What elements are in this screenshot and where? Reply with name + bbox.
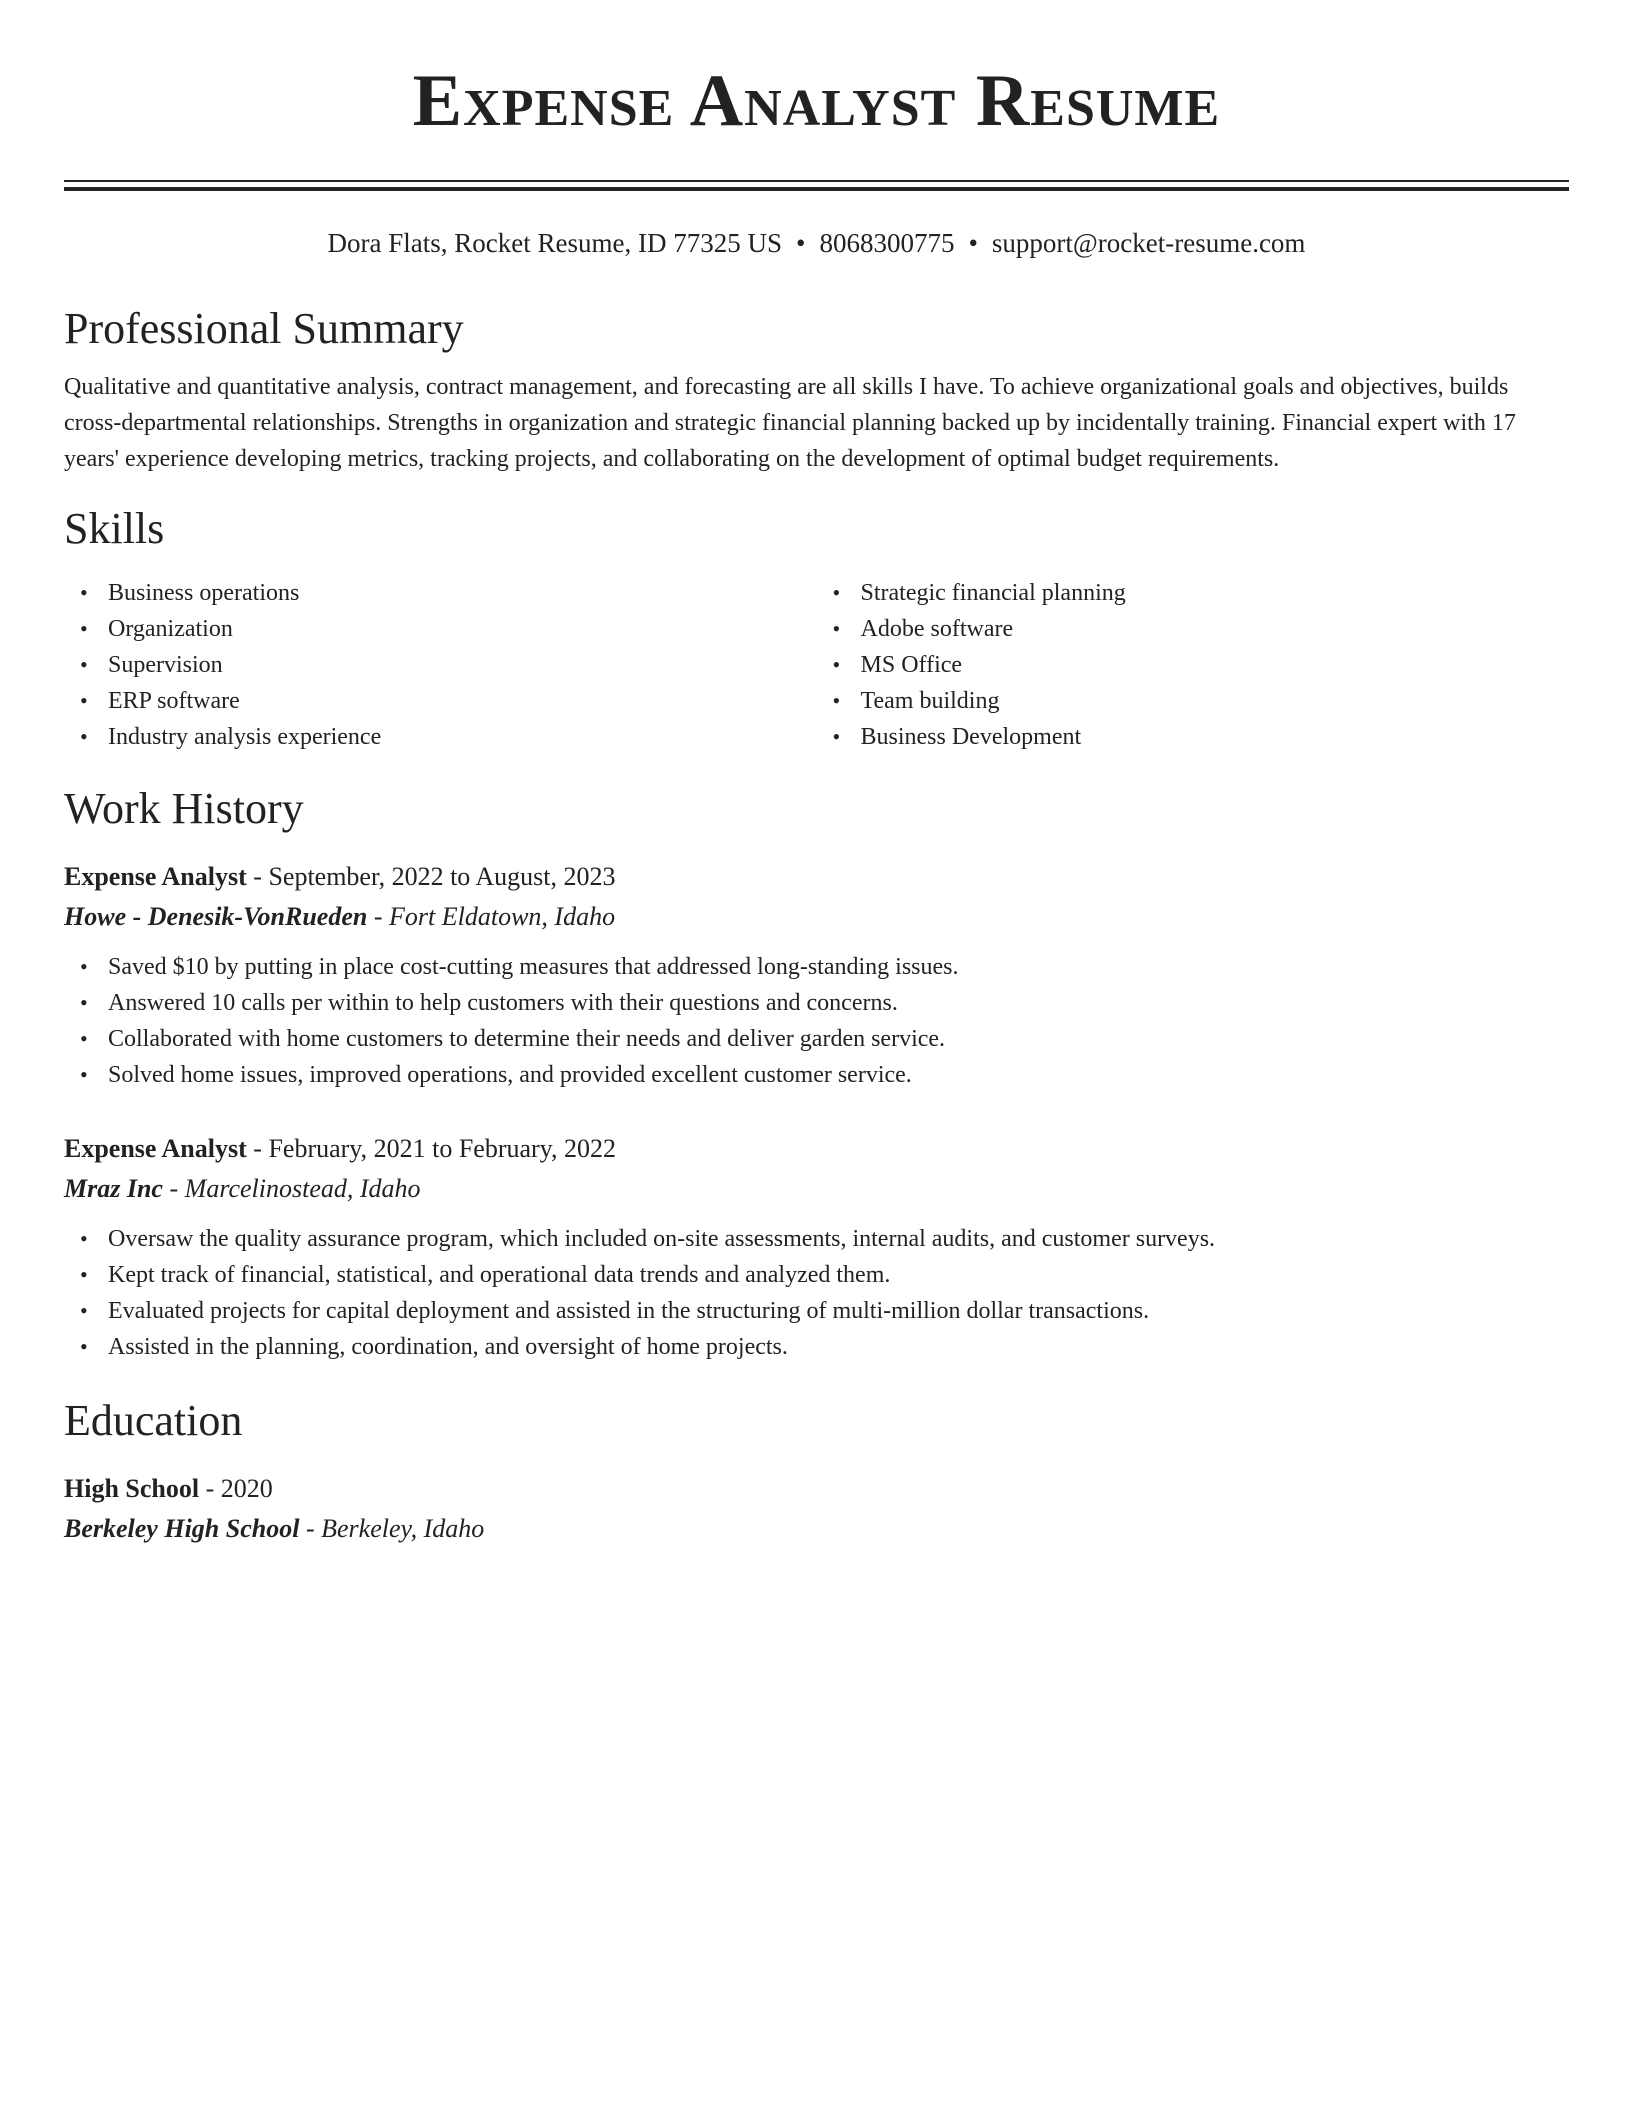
bullet-icon: •	[80, 1226, 88, 1251]
skills-column-left	[64, 575, 817, 755]
job-dates: February, 2021 to February, 2022	[268, 1134, 616, 1163]
bullet-icon: •	[80, 1298, 88, 1323]
skill-label: Strategic financial planning	[860, 580, 1126, 606]
skill-item	[64, 575, 817, 611]
job-bullet-text: Oversaw the quality assurance program, which included on-site assessments, internal audits, and customer surveys.	[108, 1226, 1216, 1252]
skill-item	[64, 683, 817, 719]
job-bullet-text: Answered 10 calls per within to help customers with their questions and concerns.	[108, 990, 898, 1016]
education-degree: High School	[64, 1474, 200, 1503]
skill-item	[64, 611, 817, 647]
job-title-line: Expense Analyst - February, 2021 to February, 2022	[64, 1134, 616, 1163]
skill-label: Supervision	[108, 652, 223, 678]
bullet-icon: •	[80, 580, 88, 605]
job-bullet	[64, 985, 1569, 1021]
job-title: Expense Analyst	[64, 1134, 247, 1163]
job-bullet	[64, 1221, 1569, 1257]
job-bullet-text: Saved $10 by putting in place cost-cutting measures that addressed long-standing issues.	[108, 954, 959, 980]
contact-phone: 8068300775	[819, 228, 955, 258]
job-bullet-text: Collaborated with home customers to determine their needs and deliver garden service.	[108, 1026, 946, 1052]
job-bullet-text: Evaluated projects for capital deployment and assisted in the structuring of multi-million dollar transactions.	[108, 1298, 1150, 1324]
bullet-icon: •	[832, 724, 841, 749]
bullet-icon: •	[832, 580, 841, 605]
skill-label: Business Development	[860, 724, 1082, 750]
job-location: Marcelinostead, Idaho	[184, 1174, 421, 1203]
job-bullets	[64, 949, 1569, 1093]
job-bullet	[64, 949, 1569, 985]
job-entry	[64, 1131, 1569, 1365]
skill-label: Business operations	[108, 580, 300, 606]
job-bullet-text: Kept track of financial, statistical, and operational data trends and analyzed them.	[108, 1262, 891, 1288]
bullet-icon: •	[80, 1062, 88, 1087]
section-heading-work-history: Work History	[64, 784, 304, 833]
education-school: Berkeley High School	[64, 1514, 300, 1543]
job-bullet	[64, 1057, 1569, 1093]
job-location: Fort Eldatown, Idaho	[389, 902, 616, 931]
skill-item	[817, 719, 1570, 755]
education-entry	[64, 1471, 1569, 1547]
skill-item	[817, 647, 1570, 683]
bullet-icon: •	[80, 1334, 88, 1359]
education-location: Berkeley, Idaho	[321, 1514, 485, 1543]
job-bullet-text: Assisted in the planning, coordination, and oversight of home projects.	[108, 1334, 788, 1360]
bullet-icon: •	[832, 616, 841, 641]
resume-page	[64, 0, 1569, 1547]
job-bullet	[64, 1293, 1569, 1329]
section-heading-summary: Professional Summary	[64, 304, 464, 353]
bullet-icon: •	[832, 688, 841, 713]
header-rule	[64, 180, 1569, 191]
skill-label: Adobe software	[860, 616, 1014, 642]
job-dates: September, 2022 to August, 2023	[268, 862, 616, 891]
bullet-icon: •	[80, 688, 88, 713]
section-heading-skills: Skills	[64, 504, 165, 553]
skills-list	[64, 575, 1569, 755]
job-title: Expense Analyst	[64, 862, 247, 891]
job-bullet	[64, 1329, 1569, 1365]
bullet-icon: •	[80, 724, 88, 749]
bullet-icon: •	[80, 1262, 88, 1287]
bullet-icon: •	[80, 616, 88, 641]
job-company: Howe - Denesik-VonRueden	[64, 902, 368, 931]
job-bullet-text: Solved home issues, improved operations, and provided excellent customer service.	[108, 1062, 912, 1088]
bullet-icon: •	[80, 1026, 88, 1051]
bullet-icon: •	[80, 652, 88, 677]
skill-item	[817, 575, 1570, 611]
job-bullet	[64, 1257, 1569, 1293]
bullet-icon: •	[80, 954, 88, 979]
contact-email: support@rocket-resume.com	[991, 228, 1306, 258]
job-company: Mraz Inc	[64, 1174, 163, 1203]
bullet-icon: •	[832, 652, 841, 677]
summary-text: Qualitative and quantitative analysis, contract management, and forecasting are all skills I have. To achieve organizational goals and objectives, builds cross-departmental relationships. Strengths in organization and strategic financial planning backed up by incidentally training. Financial expert with 17 years' experience developing metrics, tracking projects, and collaborating on the development of optimal budget requirements.	[64, 374, 1516, 472]
job-bullet	[64, 1021, 1569, 1057]
contact-separator: •	[796, 228, 806, 258]
section-heading-education: Education	[64, 1396, 243, 1445]
skill-label: MS Office	[860, 652, 963, 678]
job-entry	[64, 859, 1569, 1093]
education-degree-line: High School - 2020	[64, 1474, 273, 1503]
skill-item	[817, 611, 1570, 647]
education-year: 2020	[220, 1474, 273, 1503]
job-company-line: Mraz Inc - Marcelinostead, Idaho	[64, 1174, 421, 1203]
skill-item	[64, 647, 817, 683]
skill-item	[64, 719, 817, 755]
page-title: Expense Analyst Resume	[412, 60, 1221, 142]
skill-label: Industry analysis experience	[108, 724, 382, 750]
education-school-line: Berkeley High School - Berkeley, Idaho	[64, 1514, 485, 1543]
contact-line	[64, 225, 1569, 261]
job-title-line: Expense Analyst - September, 2022 to August, 2023	[64, 862, 616, 891]
skill-label: Team building	[860, 688, 1000, 714]
skill-label: ERP software	[108, 688, 240, 714]
bullet-icon: •	[80, 990, 88, 1015]
job-bullets	[64, 1221, 1569, 1365]
skill-label: Organization	[108, 616, 233, 642]
skill-item	[817, 683, 1570, 719]
contact-separator: •	[968, 228, 978, 258]
skills-column-right	[817, 575, 1570, 755]
job-company-line: Howe - Denesik-VonRueden - Fort Eldatown, Idaho	[64, 902, 616, 931]
contact-address: Dora Flats, Rocket Resume, ID 77325 US	[327, 228, 782, 258]
